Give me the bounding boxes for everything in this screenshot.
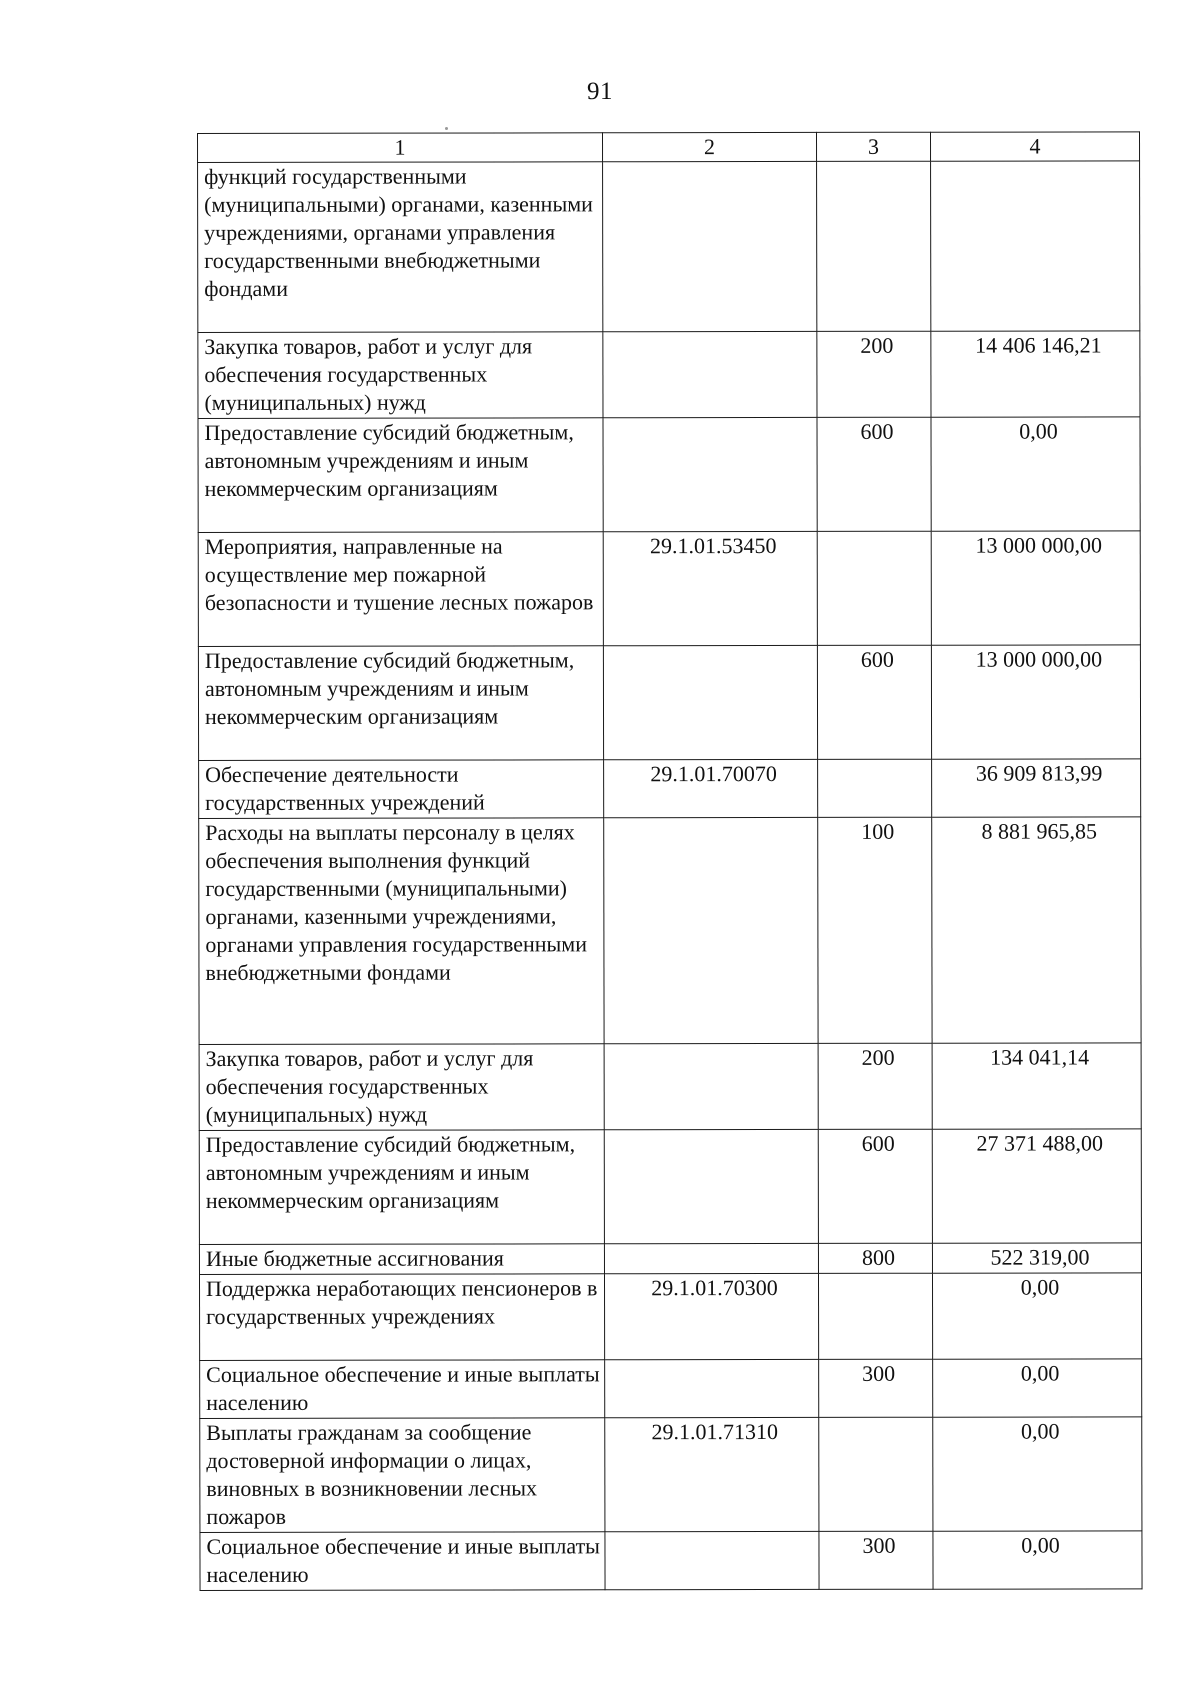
row-expense-type: 300 — [819, 1359, 933, 1417]
row-target-code — [605, 1531, 819, 1589]
table-row — [200, 1359, 1142, 1419]
column-header: 3 — [816, 132, 930, 161]
row-amount: 13 000 000,00 — [931, 531, 1140, 645]
row-description: Предоставление субсидий бюджетным, автономным учреждениям и иным некоммерческим организациям — [198, 418, 603, 533]
row-amount: 0,00 — [933, 1417, 1142, 1531]
row-expense-type — [817, 531, 931, 645]
table-row — [200, 1417, 1142, 1533]
row-amount: 13 000 000,00 — [931, 645, 1140, 759]
table-row — [198, 331, 1140, 419]
row-description: Поддержка неработающих пенсионеров в государственных учреждениях — [199, 1274, 604, 1361]
table-row — [200, 1531, 1142, 1591]
row-amount: 0,00 — [933, 1359, 1142, 1417]
row-target-code — [604, 1243, 818, 1273]
row-expense-type: 600 — [818, 1129, 932, 1243]
row-expense-type — [817, 161, 931, 331]
row-expense-type: 300 — [819, 1531, 933, 1589]
row-target-code: 29.1.01.70070 — [604, 759, 818, 817]
row-amount: 0,00 — [931, 417, 1140, 531]
row-amount: 0,00 — [932, 1273, 1141, 1359]
row-description: Мероприятия, направленные на осуществление мер пожарной безопасности и тушение лесных пожаров — [198, 532, 603, 647]
column-header: 2 — [603, 132, 817, 161]
table-row — [199, 1129, 1141, 1245]
row-expense-type: 200 — [818, 1043, 932, 1129]
row-target-code — [603, 645, 817, 759]
row-description: Иные бюджетные ассигнования — [199, 1244, 604, 1275]
row-expense-type — [819, 1417, 933, 1531]
table-body — [198, 132, 1143, 1591]
column-header: 4 — [930, 132, 1139, 161]
row-target-code: 29.1.01.70300 — [604, 1273, 818, 1359]
table-row — [199, 817, 1141, 1045]
row-expense-type: 800 — [818, 1243, 932, 1273]
table-row — [198, 161, 1140, 333]
row-expense-type: 100 — [818, 817, 932, 1043]
row-target-code — [603, 417, 817, 531]
row-expense-type — [818, 759, 932, 817]
row-target-code: 29.1.01.71310 — [605, 1417, 819, 1531]
table-header-row — [198, 132, 1140, 163]
row-description: Выплаты гражданам за сообщение достоверной информации о лицах, виновных в возникновении лесных пожаров — [200, 1418, 605, 1533]
row-amount: 522 319,00 — [932, 1243, 1141, 1273]
table-row — [199, 1043, 1141, 1131]
budget-table — [197, 131, 1143, 1591]
row-target-code — [603, 331, 817, 417]
row-expense-type — [818, 1273, 932, 1359]
row-description: Предоставление субсидий бюджетным, автономным учреждениям и иным некоммерческим организациям — [199, 1130, 604, 1245]
row-description: Обеспечение деятельности государственных учреждений — [199, 760, 604, 819]
row-amount: 8 881 965,85 — [932, 817, 1141, 1043]
row-description: Расходы на выплаты персоналу в целях обеспечения выполнения функций государственными (муниципальными) органами, казенными учреждениями, органами управления государственными внебюджетными фондами — [199, 818, 604, 1045]
row-amount: 27 371 488,00 — [932, 1129, 1141, 1243]
row-description: Предоставление субсидий бюджетным, автономным учреждениям и иным некоммерческим организациям — [198, 646, 603, 761]
row-amount: 134 041,14 — [932, 1043, 1141, 1129]
table-row — [199, 759, 1141, 819]
row-description: функций государственными (муниципальными) органами, казенными учреждениями, органами управления государственными внебюджетными фондами — [198, 162, 603, 333]
column-header: 1 — [198, 133, 603, 163]
row-expense-type: 600 — [817, 417, 931, 531]
row-target-code — [604, 1129, 818, 1243]
row-description: Социальное обеспечение и иные выплаты населению — [200, 1360, 605, 1419]
row-description: Закупка товаров, работ и услуг для обеспечения государственных (муниципальных) нужд — [199, 1044, 604, 1131]
table-row — [198, 645, 1140, 761]
table-row — [199, 1273, 1141, 1361]
row-target-code — [605, 1359, 819, 1417]
page-number: 91 — [587, 78, 613, 105]
row-amount: 0,00 — [933, 1531, 1142, 1589]
row-description: Закупка товаров, работ и услуг для обеспечения государственных (муниципальных) нужд — [198, 332, 603, 419]
row-expense-type: 600 — [817, 645, 931, 759]
row-amount: 36 909 813,99 — [932, 759, 1141, 817]
scan-speck — [445, 127, 448, 130]
row-expense-type: 200 — [817, 331, 931, 417]
row-target-code — [603, 161, 817, 331]
row-amount: 14 406 146,21 — [931, 331, 1140, 417]
row-target-code: 29.1.01.53450 — [603, 531, 817, 645]
table-row — [199, 1243, 1141, 1275]
table-row — [198, 417, 1140, 533]
row-description: Социальное обеспечение и иные выплаты населению — [200, 1532, 605, 1591]
table-row — [198, 531, 1140, 647]
row-amount — [931, 161, 1140, 331]
row-target-code — [604, 1043, 818, 1129]
row-target-code — [604, 817, 818, 1043]
